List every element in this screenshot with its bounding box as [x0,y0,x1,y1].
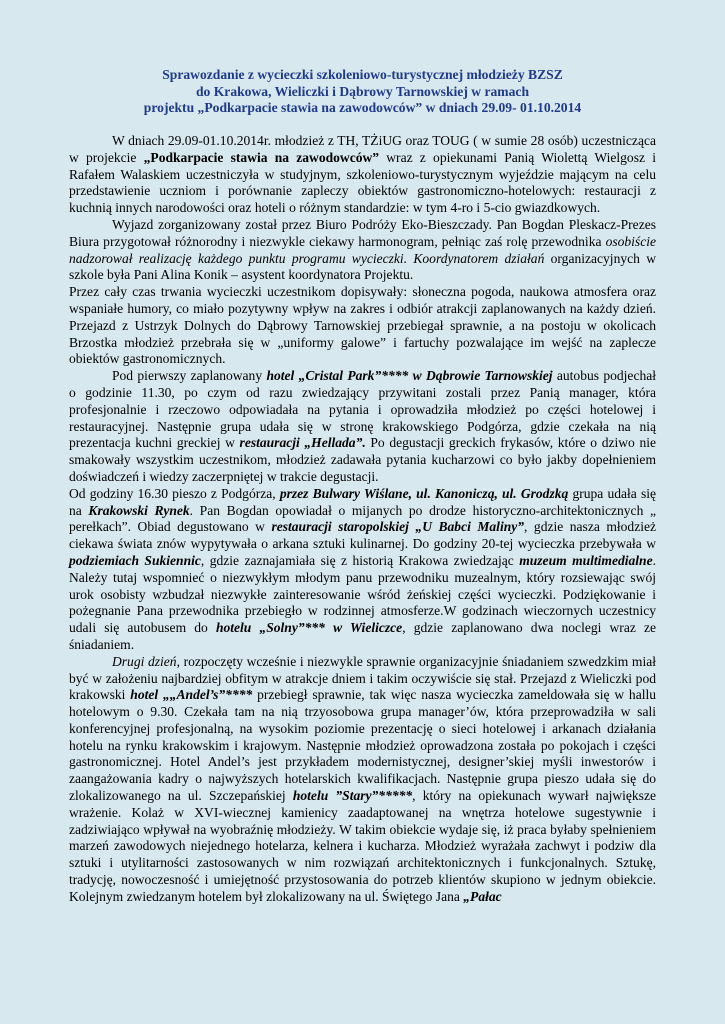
text-run: grupa udała się na [69,485,656,518]
text-run: , który na opiekunach wywarł największe wrażenie. Kolaż w XVI-wiecznej kamienicy zaadaptowanej na wnętrza hotelowe sugestywnie i zadziwiająco wpływał na wyobraźnię młodzieży. W takim obiekcie wydaje się, iż praca byłaby spełnieniem marzeń zawodowych niejednego hotelarza, kelnera i kucharza. Młodzież wyrażała zachwyt i podziw dla sztuki i utylitarności zastosowanych w nim rozwiązań architektonicznych i funkcjonalnych. Sztukę, tradycję, nowoczesność i umiejętność przystosowania do potrzeb klientów skupiono w jednym obiekcie. Kolejnym zwiedzanym hotelem był zlokalizowany na ul. Świętego Jana [69,788,656,904]
title-line-2: do Krakowa, Wieliczki i Dąbrowy Tarnowskiej w ramach [195,83,530,99]
hotel-cristal-park: hotel „Cristal Park”**** w Dąbrowie Tarnowskiej [266,368,553,384]
project-name: „Podkarpacie stawia na zawodowców” [143,149,380,165]
text-run: . Pan Bogdan opowiadał o mijanych po drodze historyczno-architektonicznych „ perełkach”. Obiad degustowano w [69,502,656,535]
document-body [69,133,656,906]
hotel-palac: „Pałac [463,888,502,904]
text-run: Po degustacji greckich frykasów, które o dziwo nie smakowały wszystkim uczestnikom, młodzież zadawała pytania kucharzowi co było jakby dopełnieniem doświadczeń i wiedzy zaczerpniętej w trakcie degustacji. [69,435,656,484]
title-line-3: projektu „Podkarpacie stawia na zawodowców” w dniach 29.09- 01.10.2014 [143,100,582,115]
text-run: organizacyjnych w szkole była Pani Alina Konik – asystent koordynatora Projektu. [69,250,656,283]
hotel-solny: hotelu „Solny”*** w Wieliczce [215,620,403,636]
paragraph-first-hotel [69,368,656,486]
text-run: , gdzie zaplanowano dwa noclegi wraz ze śniadaniem. [69,620,657,652]
text-run: Od godziny 16.30 pieszo z Podgórza, [69,485,280,501]
route-names: przez Bulwary Wiślane, ul. Kanoniczą, ul. Grodzką [279,485,569,501]
paragraph-second-day [69,654,656,906]
document-title [60,67,665,117]
italic-run: osobiście nadzorował realizację każdego punktu programu wycieczki. Koordynatorem działań [69,233,656,266]
text-run: wraz z opiekunami Panią Wiolettą Wielgosz i Rafałem Walaskiem uczestniczyła w studyjnym, szkoleniowo-turystycznym wyjeździe mającym na celu przedstawienie uczniom i porównanie zapleczy obiektów gastronomiczno-hotelowych: restauracji z kuchnią innych narodowości oraz hoteli o różnym standardzie: w tym 4-ro i 5-cio gwiazdkowych. [69,149,656,216]
paragraph-krakow-walk [69,486,656,654]
restaurant-hellada: restauracji „Hellada”. [239,435,366,451]
text-run: , gdzie nasza młodzież ciekawa świata znów wypytywała o arkana sztuki kulinarnej. Do godziny 20-tej wycieczka przebywała w [69,519,657,552]
title-line-1: Sprawozdanie z wycieczki szkoleniowo-turystycznej młodzieży BZSZ [162,67,563,82]
italic-run: Drugi dzień [112,653,177,669]
text-run: Pod pierwszy zaplanowany [112,368,267,384]
text-run: Wyjazd zorganizowany został przez Biuro Podróży Eko-Bieszczady. Pan Bogdan Pleskacz-Prezes Biura przygotował różnorodny i niezwykle ciekawy harmonogram, pełniąc zaś rolę przewodnika [69,216,656,249]
krakowski-rynek: Krakowski Rynek [88,502,190,518]
text-run: . Należy tutaj wspomnieć o niezwykłym młodym panu przewodniku muzealnym, który rozsiewając swój urok osobisty wzbudzał niezwykłe zainteresowanie wśród żeńskiej części wycieczki. Podziękowanie i pożegnanie Pana przewodnika przebiegło w rodzinnej atmosferze.W godzinach wieczornych uczestnicy udali się autobusem do [69,552,656,636]
podziemia-sukiennic: podziemiach Sukiennic [69,552,201,568]
hotel-stary: hotelu ”Stary”***** [292,788,413,804]
muzeum-multimedialne: muzeum multimedialne [519,552,653,568]
paragraph-weather: Przez cały czas trwania wycieczki uczestnikom dopisywały: słoneczna pogoda, naukowa atmosfera oraz wspaniałe humory, co miało pozytywny wpływ na zakres i odbiór atrakcji zaplanowanych na każdy dzień. Przejazd z Ustrzyk Dolnych do Dąbrowy Tarnowskiej przebiegał sprawnie, a na postoju w okolicach Brzostka młodzież przebrała się w „uniformy galowe” i fartuchy pozwalające im wejść na zaplecze obiektów gastronomicznych. [69,284,656,367]
hotel-andels: hotel „„Andel’s”**** [130,687,253,703]
paragraph-organizer [69,217,656,284]
restaurant-u-babci-maliny: restauracji staropolskiej „U Babci Maliny” [271,519,525,535]
text-run: autobus podjechał o godzinie 11.30, po czym od razu zwiedzający przywitani zostali przez Panią manager, która profesjonalnie i rzeczowo odpowiadała na pytania i oprowadziła młodzież po części hotelowej i restauracyjnej. Następnie grupa udała się w stronę krakowskiego Podgórza, gdzie czekała na nią prezentacja kuchni greckiej w [69,368,657,451]
text-run: W dniach 29.09-01.10.2014r. młodzież z TH, TŻiUG oraz TOUG ( w sumie 28 osób) uczestnicząca w projekcie [69,133,656,165]
text-run: przebiegł sprawnie, tak więc nasza wycieczka zameldowała się w hallu hotelowym o 9.30. Czekała tam na nią trzyosobowa grupa manager’ów, która przeprowadziła w sali konferencyjnej profesjonalną, na wysokim poziomie prezentację o sieci hotelowej i arkanach działania hotelu na rynku krakowskim i krajowym. Następnie młodzież oprowadzona została po pokojach i części gastronomicznej. Hotel Andel’s jest przykładem modernistycznej, designer’skiej myśli inwestorów i zaangażowania kadry o najwyższych hotelarskich kwalifikacjach. Następnie grupa pieszo udała się do zlokalizowanego na ul. Szczepańskiej [69,687,657,804]
text-run: , rozpoczęty wcześnie i niezwykle sprawnie organizacyjnie śniadaniem szwedzkim miał być w założeniu najbardziej obfitym w atrakcje dniem i takim oczywiście się stał. Przejazd z Wieliczki pod krakowski [69,653,657,703]
text-run: , gdzie zaznajamiała się z historią Krakowa zwiedzając [200,552,520,568]
paragraph-intro [69,133,656,217]
